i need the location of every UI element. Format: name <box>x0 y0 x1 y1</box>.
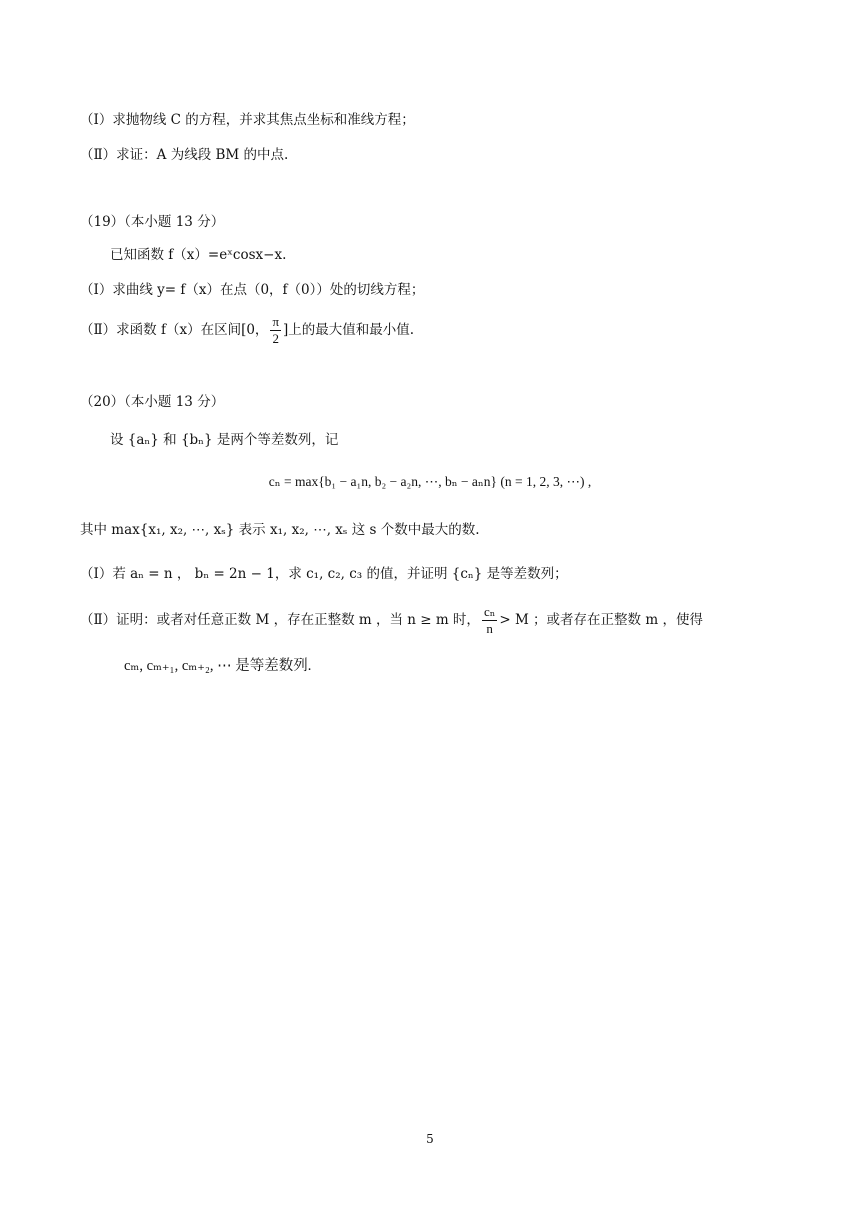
q19-part2 <box>80 314 414 347</box>
q20-fraction-num: cₙ <box>483 604 496 619</box>
q20-part2-text-a: （Ⅱ）证明：或者对任意正数 M ，存在正整数 m ，当 n ≥ m 时， <box>80 612 480 628</box>
q20-formula: cₙ = max{b₁ − a₁n, b₂ − a₂n, ⋯, bₙ − aₙn} (n = 1, 2, 3, ⋯) , <box>268 474 592 489</box>
q19-part2-text-a: （Ⅱ）求函数 f（x）在区间[0， <box>80 322 269 338</box>
q20-definition: 其中 max{x₁, x₂, ⋯, xₛ} 表示 x₁, x₂, ⋯, xₛ 这 s 个数中最大的数. <box>80 522 480 538</box>
q20-part2-text-b: > M ；或者存在正整数 m ，使得 <box>499 612 703 628</box>
q20-fraction-den: n <box>486 621 493 636</box>
q20-part2-continuation: cₘ, cₘ₊₁, cₘ₊₂, ⋯ 是等差数列. <box>124 658 312 674</box>
q19-part2-text-b: ]上的最大值和最小值. <box>283 322 415 338</box>
q20-intro: 设 {aₙ} 和 {bₙ} 是两个等差数列，记 <box>110 432 339 448</box>
q18-part1: （Ⅰ）求抛物线 C 的方程，并求其焦点坐标和准线方程； <box>80 112 415 128</box>
q20-part2 <box>80 604 703 637</box>
q19-part1: （Ⅰ）求曲线 y= f（x）在点（0，f（0））处的切线方程； <box>80 282 425 298</box>
q19-fraction-num: π <box>272 314 280 329</box>
q20-part1: （Ⅰ）若 aₙ = n ， bₙ = 2n − 1，求 c₁, c₂, c₃ 的值，并证明 {cₙ} 是等差数列； <box>80 566 568 582</box>
q19-fraction-den: 2 <box>272 331 279 346</box>
q20-fraction <box>482 604 497 637</box>
q20-header: （20）（本小题 13 分） <box>80 394 225 410</box>
q19-header: （19）（本小题 13 分） <box>80 214 225 230</box>
q18-part2: （Ⅱ）求证：A 为线段 BM 的中点. <box>80 147 289 163</box>
page-number: 5 <box>426 1132 434 1146</box>
q19-fraction <box>270 314 281 347</box>
q19-statement: 已知函数 f（x）=eˣcosx−x. <box>110 247 287 263</box>
